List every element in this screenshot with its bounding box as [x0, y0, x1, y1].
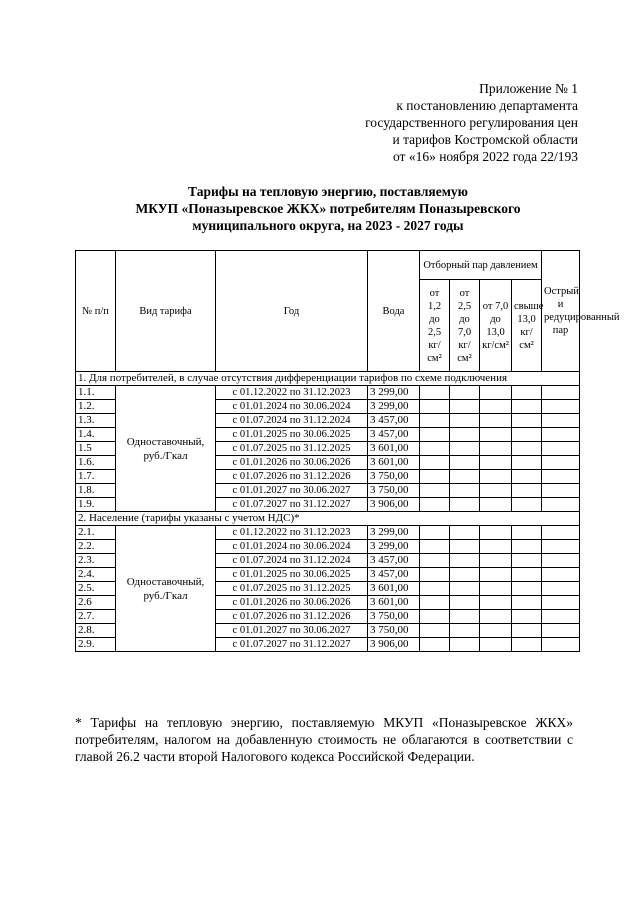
empty-cell: [480, 386, 512, 400]
empty-cell: [542, 540, 580, 554]
empty-cell: [512, 526, 542, 540]
footnote: * Тарифы на тепловую энергию, поставляемую МКУП «Поназыревское ЖКХ» потребителям, налогом на добавленную стоимость не облагаются в соответствии с главой 26.2 части второй Налогового кодекса Российской Федерации.: [75, 715, 573, 764]
empty-cell: [420, 582, 450, 596]
empty-cell: [420, 554, 450, 568]
empty-cell: [420, 526, 450, 540]
empty-cell: [480, 568, 512, 582]
empty-cell: [480, 526, 512, 540]
empty-cell: [480, 624, 512, 638]
empty-cell: [450, 414, 480, 428]
row-num: 1.8.: [76, 484, 116, 498]
row-period: с 01.12.2022 по 31.12.2023: [216, 526, 368, 540]
empty-cell: [450, 638, 480, 652]
empty-cell: [480, 540, 512, 554]
header-sharp-steam: Острый и редуцированный пар: [542, 251, 580, 372]
empty-cell: [512, 554, 542, 568]
empty-cell: [420, 498, 450, 512]
empty-cell: [542, 638, 580, 652]
row-period: с 01.07.2025 по 31.12.2025: [216, 442, 368, 456]
empty-cell: [420, 414, 450, 428]
row-water-value: 3 750,00: [368, 624, 420, 638]
row-water-value: 3 601,00: [368, 456, 420, 470]
empty-cell: [542, 470, 580, 484]
tariff-type-cell: Одноставочный, руб./Гкал: [116, 386, 216, 512]
empty-cell: [420, 624, 450, 638]
row-period: с 01.01.2027 по 30.06.2027: [216, 624, 368, 638]
empty-cell: [450, 400, 480, 414]
header-steam-4: свыше 13,0 кг/см²: [512, 280, 542, 372]
empty-cell: [542, 624, 580, 638]
row-num: 1.5: [76, 442, 116, 456]
empty-cell: [542, 498, 580, 512]
empty-cell: [420, 484, 450, 498]
row-num: 1.3.: [76, 414, 116, 428]
empty-cell: [420, 568, 450, 582]
header-steam-3: от 7,0 до 13,0 кг/см²: [480, 280, 512, 372]
section-title: 1. Для потребителей, в случае отсутствия дифференциации тарифов по схеме подключения: [76, 372, 580, 386]
row-num: 2.5.: [76, 582, 116, 596]
empty-cell: [420, 400, 450, 414]
header-steam-2: от 2,5 до 7,0 кг/см²: [450, 280, 480, 372]
row-num: 1.7.: [76, 470, 116, 484]
row-water-value: 3 299,00: [368, 400, 420, 414]
row-water-value: 3 601,00: [368, 442, 420, 456]
empty-cell: [450, 610, 480, 624]
row-water-value: 3 299,00: [368, 526, 420, 540]
row-period: с 01.07.2025 по 31.12.2025: [216, 582, 368, 596]
empty-cell: [420, 442, 450, 456]
row-period: с 01.01.2027 по 30.06.2027: [216, 484, 368, 498]
document-title: [78, 183, 578, 234]
row-water-value: 3 601,00: [368, 596, 420, 610]
empty-cell: [512, 456, 542, 470]
empty-cell: [512, 540, 542, 554]
row-water-value: 3 299,00: [368, 386, 420, 400]
empty-cell: [512, 498, 542, 512]
empty-cell: [542, 400, 580, 414]
empty-cell: [512, 596, 542, 610]
appendix-line: от «16» ноября 2022 года 22/193: [392, 149, 578, 164]
empty-cell: [512, 582, 542, 596]
empty-cell: [420, 596, 450, 610]
empty-cell: [450, 554, 480, 568]
row-num: 2.3.: [76, 554, 116, 568]
row-period: с 01.07.2024 по 31.12.2024: [216, 414, 368, 428]
header-row: [76, 251, 580, 280]
empty-cell: [450, 470, 480, 484]
row-period: с 01.07.2027 по 31.12.2027: [216, 498, 368, 512]
row-water-value: 3 906,00: [368, 498, 420, 512]
empty-cell: [542, 442, 580, 456]
row-period: с 01.01.2026 по 30.06.2026: [216, 596, 368, 610]
empty-cell: [450, 484, 480, 498]
empty-cell: [512, 442, 542, 456]
empty-cell: [512, 484, 542, 498]
row-num: 1.4.: [76, 428, 116, 442]
empty-cell: [450, 568, 480, 582]
table-row: [76, 386, 580, 400]
row-num: 2.9.: [76, 638, 116, 652]
empty-cell: [512, 610, 542, 624]
section-row: [76, 512, 580, 526]
row-num: 1.6.: [76, 456, 116, 470]
empty-cell: [512, 428, 542, 442]
empty-cell: [542, 386, 580, 400]
empty-cell: [420, 428, 450, 442]
empty-cell: [542, 484, 580, 498]
empty-cell: [512, 414, 542, 428]
title-line: муниципального округа, на 2023 - 2027 годы: [192, 218, 464, 233]
empty-cell: [420, 470, 450, 484]
row-period: с 01.07.2024 по 31.12.2024: [216, 554, 368, 568]
header-steam-group: Отборный пар давлением: [420, 251, 542, 280]
row-num: 2.4.: [76, 568, 116, 582]
empty-cell: [420, 386, 450, 400]
empty-cell: [542, 610, 580, 624]
row-period: с 01.01.2025 по 30.06.2025: [216, 568, 368, 582]
header-steam-1: от 1,2 до 2,5 кг/см²: [420, 280, 450, 372]
appendix-block: [300, 80, 578, 165]
empty-cell: [542, 456, 580, 470]
appendix-line: и тарифов Костромской области: [392, 132, 578, 147]
empty-cell: [450, 624, 480, 638]
tariff-table: [75, 250, 620, 652]
empty-cell: [512, 568, 542, 582]
empty-cell: [512, 638, 542, 652]
row-num: 2.1.: [76, 526, 116, 540]
empty-cell: [420, 610, 450, 624]
row-num: 1.9.: [76, 498, 116, 512]
row-period: с 01.01.2024 по 30.06.2024: [216, 400, 368, 414]
header-tariff-type: Вид тарифа: [116, 251, 216, 372]
row-water-value: 3 750,00: [368, 470, 420, 484]
row-num: 2.2.: [76, 540, 116, 554]
title-line: Тарифы на тепловую энергию, поставляемую: [188, 184, 468, 199]
row-water-value: 3 750,00: [368, 610, 420, 624]
empty-cell: [542, 428, 580, 442]
empty-cell: [480, 400, 512, 414]
empty-cell: [450, 596, 480, 610]
row-period: с 01.07.2027 по 31.12.2027: [216, 638, 368, 652]
empty-cell: [480, 582, 512, 596]
empty-cell: [480, 428, 512, 442]
empty-cell: [480, 596, 512, 610]
row-period: с 01.01.2026 по 30.06.2026: [216, 456, 368, 470]
tariff-type-cell: Одноставочный, руб./Гкал: [116, 526, 216, 652]
section-row: [76, 372, 580, 386]
row-num: 1.2.: [76, 400, 116, 414]
empty-cell: [450, 540, 480, 554]
empty-cell: [450, 456, 480, 470]
section-title: 2. Население (тарифы указаны с учетом НДС)*: [76, 512, 580, 526]
appendix-line: к постановлению департамента: [396, 98, 578, 113]
row-num: 1.1.: [76, 386, 116, 400]
empty-cell: [450, 498, 480, 512]
row-period: с 01.07.2026 по 31.12.2026: [216, 610, 368, 624]
empty-cell: [512, 470, 542, 484]
empty-cell: [542, 526, 580, 540]
row-period: с 01.01.2024 по 30.06.2024: [216, 540, 368, 554]
header-num: № п/п: [76, 251, 116, 372]
row-num: 2.6: [76, 596, 116, 610]
empty-cell: [450, 386, 480, 400]
header-water: Вода: [368, 251, 420, 372]
empty-cell: [480, 414, 512, 428]
empty-cell: [512, 386, 542, 400]
empty-cell: [450, 442, 480, 456]
row-num: 2.7.: [76, 610, 116, 624]
row-period: с 01.07.2026 по 31.12.2026: [216, 470, 368, 484]
empty-cell: [480, 484, 512, 498]
empty-cell: [542, 414, 580, 428]
empty-cell: [450, 526, 480, 540]
appendix-line: Приложение № 1: [479, 81, 578, 96]
empty-cell: [450, 428, 480, 442]
empty-cell: [512, 624, 542, 638]
empty-cell: [542, 596, 580, 610]
empty-cell: [542, 554, 580, 568]
empty-cell: [512, 400, 542, 414]
table-row: [76, 526, 580, 540]
empty-cell: [480, 456, 512, 470]
row-water-value: 3 906,00: [368, 638, 420, 652]
row-water-value: 3 299,00: [368, 540, 420, 554]
empty-cell: [480, 498, 512, 512]
row-water-value: 3 601,00: [368, 582, 420, 596]
row-water-value: 3 750,00: [368, 484, 420, 498]
empty-cell: [480, 554, 512, 568]
row-water-value: 3 457,00: [368, 428, 420, 442]
empty-cell: [420, 638, 450, 652]
empty-cell: [420, 456, 450, 470]
empty-cell: [480, 610, 512, 624]
empty-cell: [480, 638, 512, 652]
empty-cell: [542, 568, 580, 582]
row-water-value: 3 457,00: [368, 568, 420, 582]
empty-cell: [450, 582, 480, 596]
empty-cell: [480, 470, 512, 484]
row-period: с 01.01.2025 по 30.06.2025: [216, 428, 368, 442]
empty-cell: [480, 442, 512, 456]
appendix-line: государственного регулирования цен: [365, 115, 578, 130]
row-num: 2.8.: [76, 624, 116, 638]
row-water-value: 3 457,00: [368, 554, 420, 568]
row-water-value: 3 457,00: [368, 414, 420, 428]
title-line: МКУП «Поназыревское ЖКХ» потребителям Поназыревского: [135, 201, 521, 216]
empty-cell: [542, 582, 580, 596]
row-period: с 01.12.2022 по 31.12.2023: [216, 386, 368, 400]
header-year: Год: [216, 251, 368, 372]
empty-cell: [420, 540, 450, 554]
